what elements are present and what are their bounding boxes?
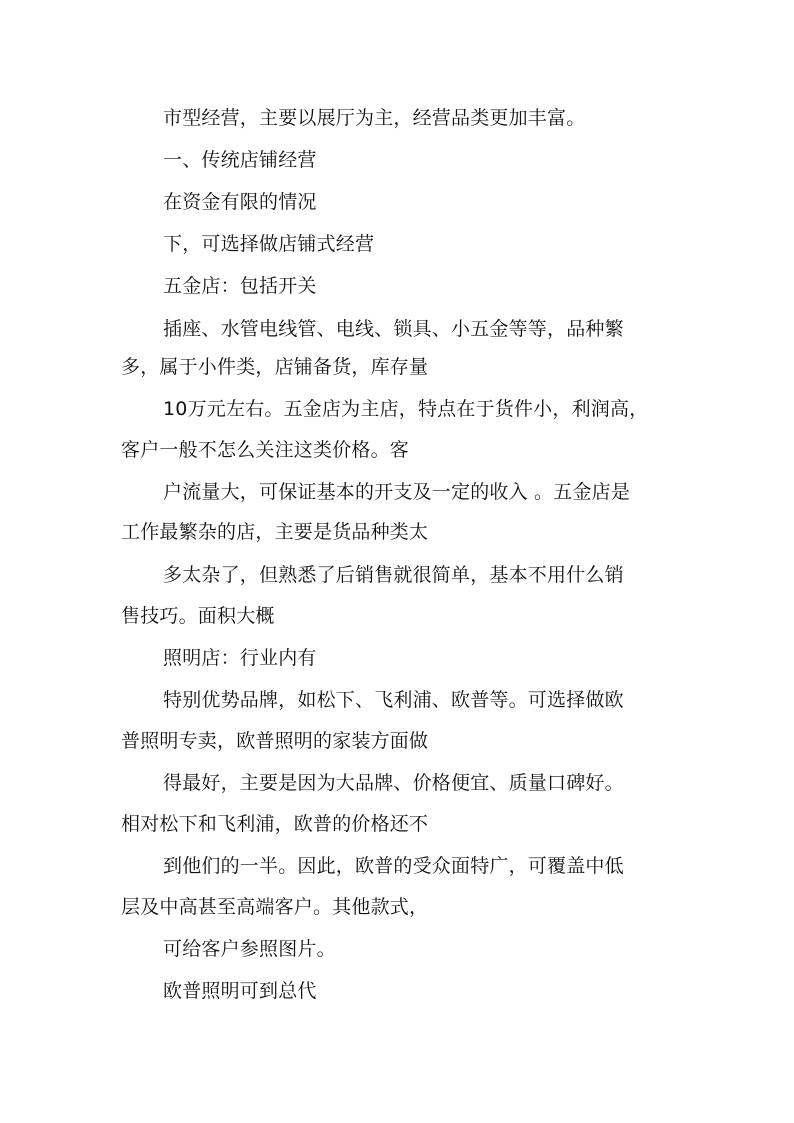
section-heading: 一、传统店铺经营	[163, 149, 317, 171]
text-line: 多太杂了，但熟悉了后销售就很简单，基本不用什么销	[163, 564, 624, 586]
text-line: 市型经营，主要以展厅为主，经营品类更加丰富。	[163, 107, 586, 129]
text-line: 插座、水管电线管、电线、锁具、小五金等等，品种繁	[163, 318, 624, 340]
text-line: 在资金有限的情况	[163, 191, 317, 213]
text-line: 相对松下和飞利浦，欧普的价格还不	[121, 813, 429, 835]
text-line: 户流量大，可保证基本的开支及一定的收入 。五金店是	[163, 481, 631, 503]
text-line: 特别优势品牌，如松下、飞利浦、欧普等。可选择做欧	[163, 689, 624, 711]
text-line: 得最好，主要是因为大品牌、价格便宜、质量口碑好。	[163, 772, 624, 794]
text-line: 可给客户参照图片。	[163, 938, 336, 960]
text-line: 五金店：包括开关	[163, 275, 317, 297]
text-line: 到他们的一半。因此，欧普的受众面特广，可覆盖中低	[163, 855, 624, 877]
text-line: 售技巧。面积大概	[121, 605, 275, 627]
text-line: 欧普照明可到总代	[163, 980, 317, 1002]
text-line: 普照明专卖，欧普照明的家装方面做	[121, 730, 429, 752]
text-line: 工作最繁杂的店，主要是货品种类太	[121, 521, 429, 543]
text-line: 下，可选择做店铺式经营	[163, 233, 375, 255]
text-line: 多，属于小件类，店铺备货，库存量	[121, 356, 429, 378]
text-line: 客户一般不怎么关注这类价格。客	[121, 439, 410, 461]
text-line: 层及中高甚至高端客户。其他款式，	[121, 896, 429, 918]
text-line: 照明店：行业内有	[163, 647, 317, 669]
text-line: 10万元左右。五金店为主店，特点在于货件小，利润高，	[163, 398, 649, 420]
